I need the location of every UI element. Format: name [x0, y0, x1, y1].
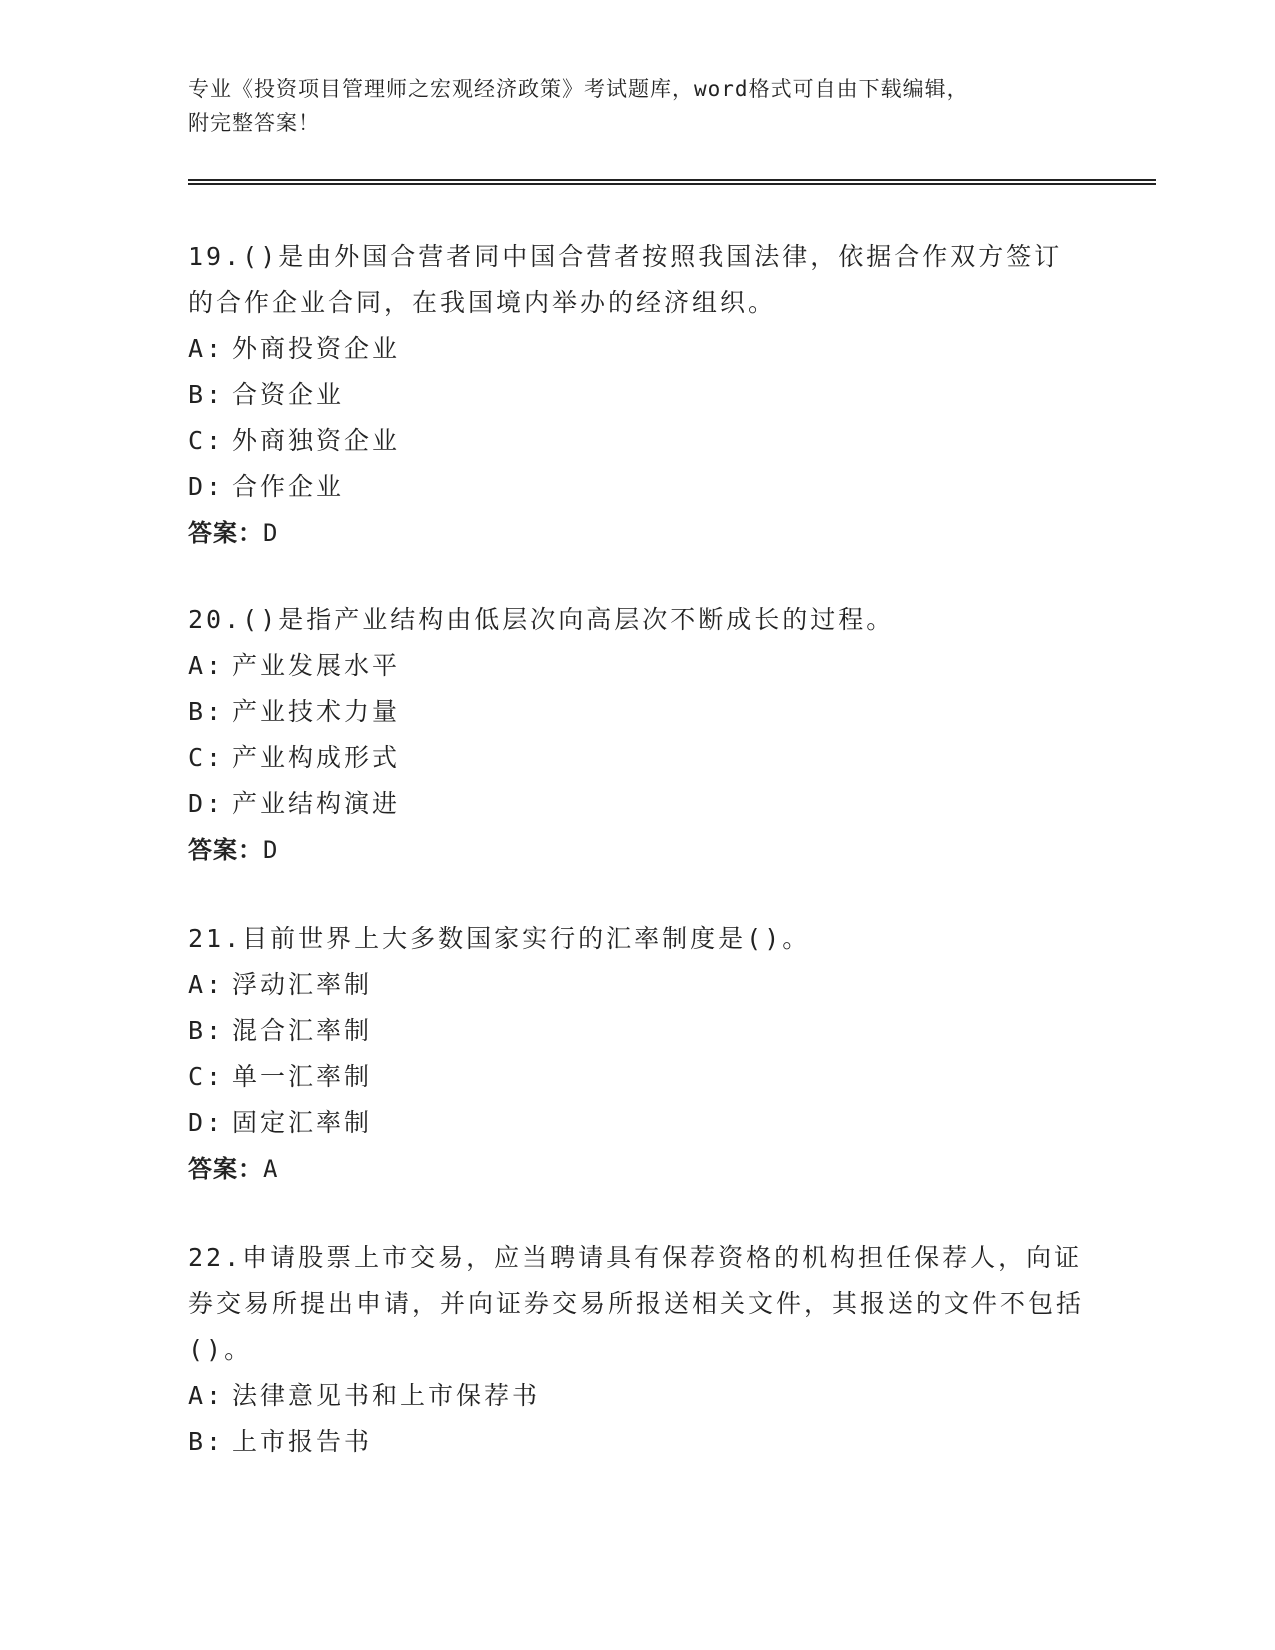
header-divider-bottom: [188, 183, 1156, 185]
answer-value: A: [263, 1155, 279, 1183]
question-text: 19.()是由外国合营者同中国合营者按照我国法律，依据合作双方签订的合作企业合同，在我国境内举办的经济组织。: [188, 242, 1063, 317]
option-text: 浮动汇率制: [232, 970, 373, 999]
option-letter: B:: [188, 380, 225, 409]
answer-label: 答案：: [188, 836, 263, 864]
option-c: [188, 418, 1088, 464]
option-b: [188, 1419, 1088, 1465]
question-20: [188, 597, 1088, 873]
question-text: 20.()是指产业结构由低层次向高层次不断成长的过程。: [188, 605, 895, 634]
option-letter: A:: [188, 651, 225, 680]
option-text: 固定汇率制: [232, 1108, 373, 1137]
question-21: [188, 916, 1088, 1192]
option-c: [188, 735, 1088, 781]
option-letter: D:: [188, 1108, 225, 1137]
question-text: 21.目前世界上大多数国家实行的汇率制度是()。: [188, 924, 811, 953]
question-22: [188, 1235, 1088, 1465]
question-text: 22.申请股票上市交易，应当聘请具有保荐资格的机构担任保荐人，向证券交易所提出申请，并向证券交易所报送相关文件，其报送的文件不包括()。: [188, 1243, 1085, 1364]
option-text: 单一汇率制: [232, 1062, 373, 1091]
option-text: 外商投资企业: [232, 334, 401, 363]
answer-line: [188, 510, 1088, 556]
option-letter: C:: [188, 426, 225, 455]
answer-value: D: [263, 519, 279, 547]
answer-line: [188, 827, 1088, 873]
option-b: [188, 1008, 1088, 1054]
option-letter: A:: [188, 970, 225, 999]
option-letter: B:: [188, 1427, 225, 1456]
question-19: [188, 234, 1088, 556]
option-text: 上市报告书: [232, 1427, 373, 1456]
option-letter: B:: [188, 1016, 225, 1045]
option-text: 法律意见书和上市保荐书: [232, 1381, 541, 1410]
option-letter: B:: [188, 697, 225, 726]
option-text: 产业发展水平: [232, 651, 401, 680]
option-text: 混合汇率制: [232, 1016, 373, 1045]
option-text: 产业结构演进: [232, 789, 401, 818]
option-a: [188, 962, 1088, 1008]
option-letter: A:: [188, 334, 225, 363]
option-d: [188, 464, 1088, 510]
answer-label: 答案：: [188, 519, 263, 547]
option-text: 产业技术力量: [232, 697, 401, 726]
option-text: 合资企业: [232, 380, 345, 409]
option-letter: D:: [188, 472, 225, 501]
option-a: [188, 643, 1088, 689]
option-d: [188, 1100, 1088, 1146]
document-header: [188, 72, 1068, 140]
option-letter: D:: [188, 789, 225, 818]
option-letter: A:: [188, 1381, 225, 1410]
option-text: 产业构成形式: [232, 743, 401, 772]
header-divider-top: [188, 179, 1156, 181]
option-b: [188, 372, 1088, 418]
option-a: [188, 1373, 1088, 1419]
option-d: [188, 781, 1088, 827]
option-text: 外商独资企业: [232, 426, 401, 455]
option-letter: C:: [188, 743, 225, 772]
answer-value: D: [263, 836, 279, 864]
option-text: 合作企业: [232, 472, 345, 501]
option-b: [188, 689, 1088, 735]
answer-label: 答案：: [188, 1155, 263, 1183]
answer-line: [188, 1146, 1088, 1192]
option-letter: C:: [188, 1062, 225, 1091]
header-line-2: 附完整答案！: [188, 111, 320, 135]
option-a: [188, 326, 1088, 372]
header-line-1: 专业《投资项目管理师之宏观经济政策》考试题库，word格式可自由下载编辑，: [188, 77, 969, 101]
option-c: [188, 1054, 1088, 1100]
